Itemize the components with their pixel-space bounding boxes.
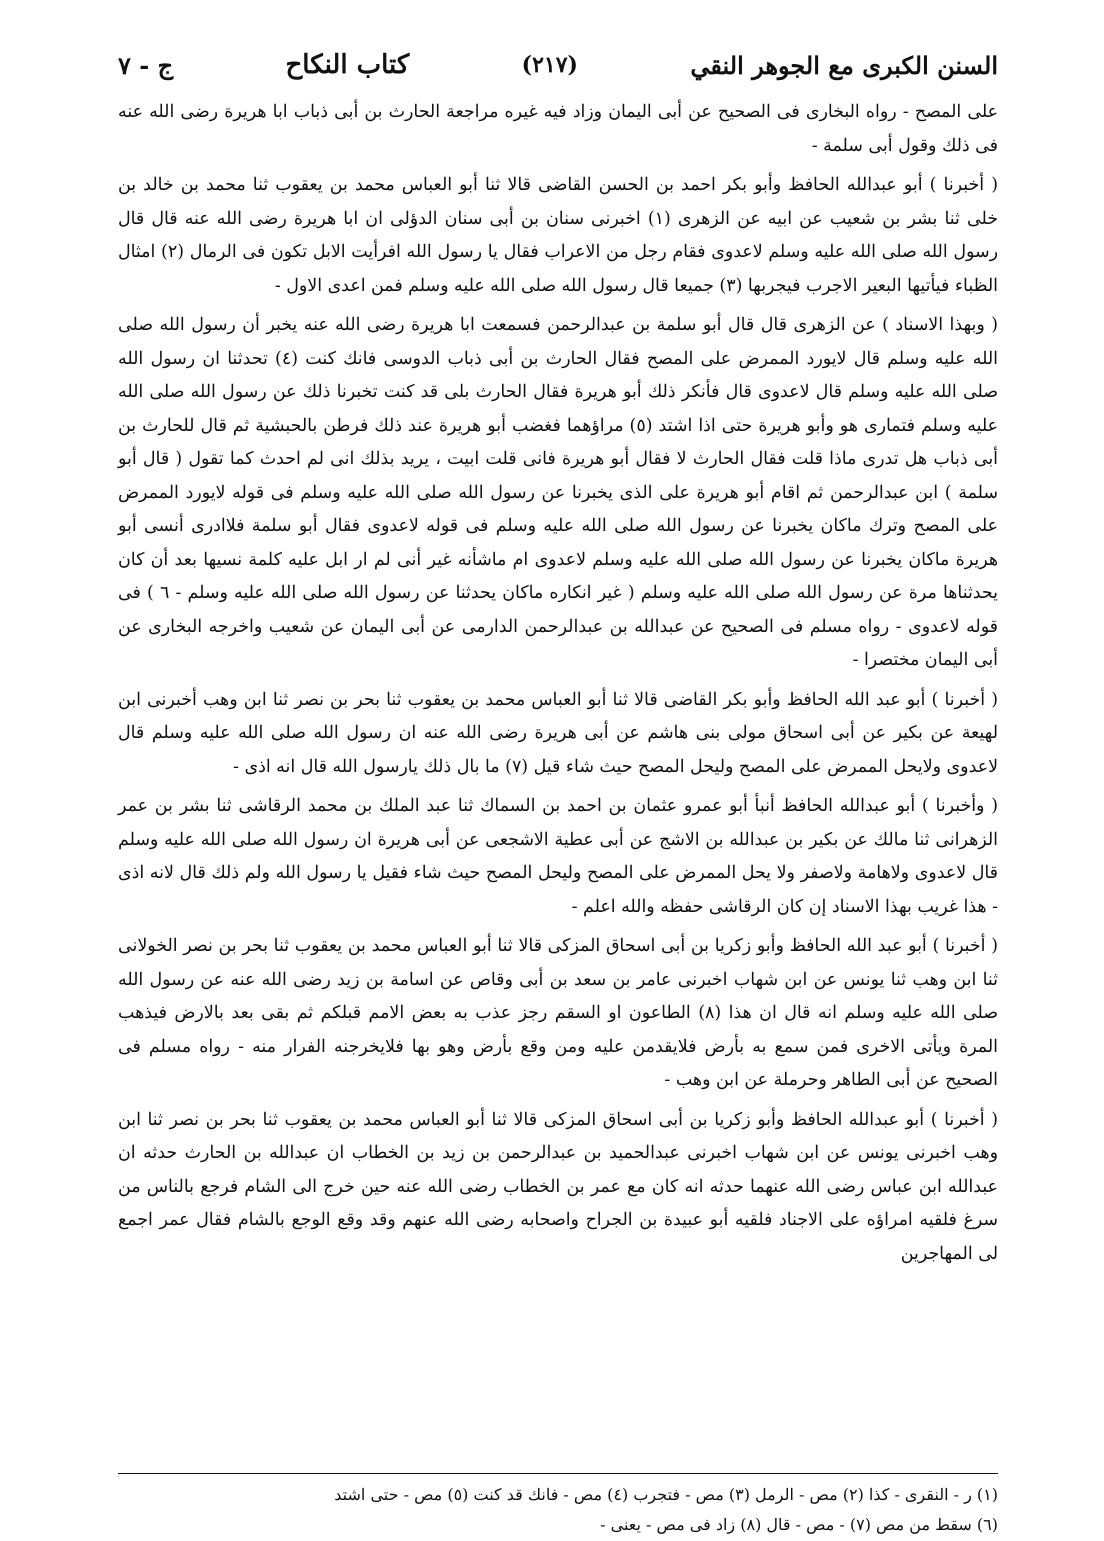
book-title: السنن الكبرى مع الجوهر النقي [690,50,998,80]
book-page [118,40,999,1534]
volume-label: ج - ٧ [118,50,174,80]
paragraph: ( أخبرنا ) أبو عبد الله الحافظ وأبو زكريا بن أبى اسحاق المزكى قالا ثنا أبو العباس محمد بن يعقوب ثنا بحر بن نصر الخولانى ثنا ابن وهب ثنا يونس عن ابن شهاب اخبرنى عامر بن سعد بن أبى وقاص عن اسامة بن زيد رضى الله عنه عن رسول الله صلى الله عليه وسلم انه قال ان هذا (٨) الطاعون او السقم رجز عذب به بعض الامم قبلكم ثم بقى بعد بالارض فيذهب المرة ويأتى الاخرى فمن سمع به بأرض فلايقدمن عليه ومن وقع بأرض وهو بها فلايخرجنه الفرار منه - رواه مسلم فى الصحيح عن أبى الطاهر وحرملة عن ابن وهب - [118,936,998,1090]
paragraph: ( وبهذا الاسناد ) عن الزهرى قال قال أبو سلمة بن عبدالرحمن فسمعت ابا هريرة رضى الله عنه يخبر أن رسول الله صلى الله عليه وسلم قال لايورد الممرض على المصح فقال الحارث بن أبى ذباب الدوسى فانك كنت (٤) تحدثنا ان رسول الله صلى الله عليه وسلم قال لاعدوى قال فأنكر ذلك أبو هريرة فقال الحارث بلى قد كنت تخبرنا ذلك عن رسول الله صلى الله عليه وسلم فتمارى هو وأبو هريرة حتى اذا اشتد (٥) مراؤهما فغضب أبو هريرة عند ذلك فرطن بالحبشية ثم قال للحارث بن أبى ذباب هل تدرى ماذا قلت فقال الحارث لا فقال أبو هريرة فانى قلت ابيت ، يريد بذلك انى لم احدث كما تقول ( قال أبو سلمة ) ابن عبدالرحمن ثم اقام أبو هريرة على الذى يخبرنا عن رسول الله صلى الله عليه وسلم فى قوله لايورد الممرض على المصح وترك ماكان يخبرنا عن رسول الله صلى الله عليه وسلم فى قوله لاعدوى فقال أبو سلمة فلاادرى أنسى أبو هريرة ماكان يخبرنا عن رسول الله صلى الله عليه وسلم لاعدوى ام ماشأنه غير أنى لم ار ابل عليه كلمة نسيها بعد أن كان يحدثناها مرة عن رسول الله صلى الله عليه وسلم ( غير انكاره ماكان يحدثنا عن رسول الله صلى الله عليه وسلم - ٦ ) فى قوله لاعدوى - رواه مسلم فى الصحيح عن عبدالله بن عبدالرحمن الدارمى عن أبى اليمان عن شعيب واخرجه البخارى عن أبى اليمان مختصرا - [118,315,999,670]
paragraph: ( أخبرنا ) أبو عبدالله الحافظ وأبو بكر احمد بن الحسن القاضى قالا ثنا أبو العباس محمد بن يعقوب ثنا محمد بن خالد بن خلى ثنا بشر بن شعيب عن ابيه عن الزهرى (١) اخبرنى سنان بن أبى سنان الدؤلى ان ابا هريرة رضى الله عنه قال قال رسول الله صلى الله عليه وسلم لاعدوى فقام رجل من الاعراب فقال يا رسول الله افرأيت الابل تكون فى الرمال (٢) امثال الظباء فيأتيها البعير الاجرب فيجربها (٣) جميعا قال رسول الله صلى الله عليه وسلم فمن اعدى الاول - [118,175,998,296]
footnote-line: (١) ر - النقرى - كذا (٢) مص - الرمل (٣) مص - فتجرب (٤) مص - فانك قد كنت (٥) مص - حتى اشتد [334,1485,998,1504]
paragraph: على المصح - رواه البخارى فى الصحيح عن أبى اليمان وزاد فيه غيره مراجعة الحارث بن أبى ذباب ابا هريرة رضى الله عنه فى ذلك وقول أبى سلمة - [118,102,998,156]
chapter-title: كتاب النكاح [285,50,410,80]
paragraph: ( أخبرنا ) أبو عبدالله الحافظ وأبو زكريا بن أبى اسحاق المزكى قالا ثنا أبو العباس محمد بن يعقوب ثنا بحر بن نصر ثنا ابن وهب اخبرنى يونس عن ابن شهاب اخبرنى عبدالحميد بن عبدالرحمن بن زيد بن الخطاب ان عبدالله بن الحارث حدثه ان عبدالله ابن عباس رضى الله عنهما حدثه انه كان مع عمر بن الخطاب رضى الله عنه حين خرج الى الشام فرجع بالناس من سرغ فلقيه امراؤه على الاجناد فلقيه أبو عبيدة بن الجراح واصحابه رضى الله عنهم وقد وقع الوجع بالشام فقال عمر اجمع لى المهاجرين [118,1109,998,1264]
paragraph: ( وأخبرنا ) أبو عبدالله الحافظ أنبأ أبو عمرو عثمان بن احمد بن السماك ثنا عبد الملك بن محمد الرقاشى ثنا بشر بن عمر الزهرانى ثنا مالك عن بكير بن عبدالله بن الاشج عن أبى عطية الاشجعى عن أبى هريرة ان رسول الله صلى الله عليه وسلم قال لاعدوى ولاهامة ولاصفر ولا يحل الممرض على المصح وليحل المصح حيث شاء فقيل يا رسول الله ولم ذلك قال لانه اذى - هذا غريب بهذا الاسناد إن كان الرقاشى حفظه والله اعلم - [118,796,999,917]
paragraph: ( أخبرنا ) أبو عبد الله الحافظ وأبو بكر القاضى قالا ثنا أبو العباس محمد بن يعقوب ثنا بحر بن نصر ثنا ابن وهب أخبرنى ابن لهيعة عن بكير عن أبى اسحاق مولى بنى هاشم عن أبى هريرة رضى الله عنه ان رسول الله صلى الله عليه وسلم قال لاعدوى ولايحل الممرض على المصح وليحل المصح حيث شاء قيل (٧) ما بال ذلك يارسول الله قال انه اذى - [118,689,998,777]
footnotes [118,1480,998,1540]
page-number: (٢١٧) [521,52,578,78]
page-header [118,40,998,90]
footnote-line: (٦) سقط من مص (٧) - مص - قال (٨) زاد فى مص - يعنى - [600,1515,998,1534]
footnote-divider [118,1473,998,1474]
page-body [118,96,998,1271]
